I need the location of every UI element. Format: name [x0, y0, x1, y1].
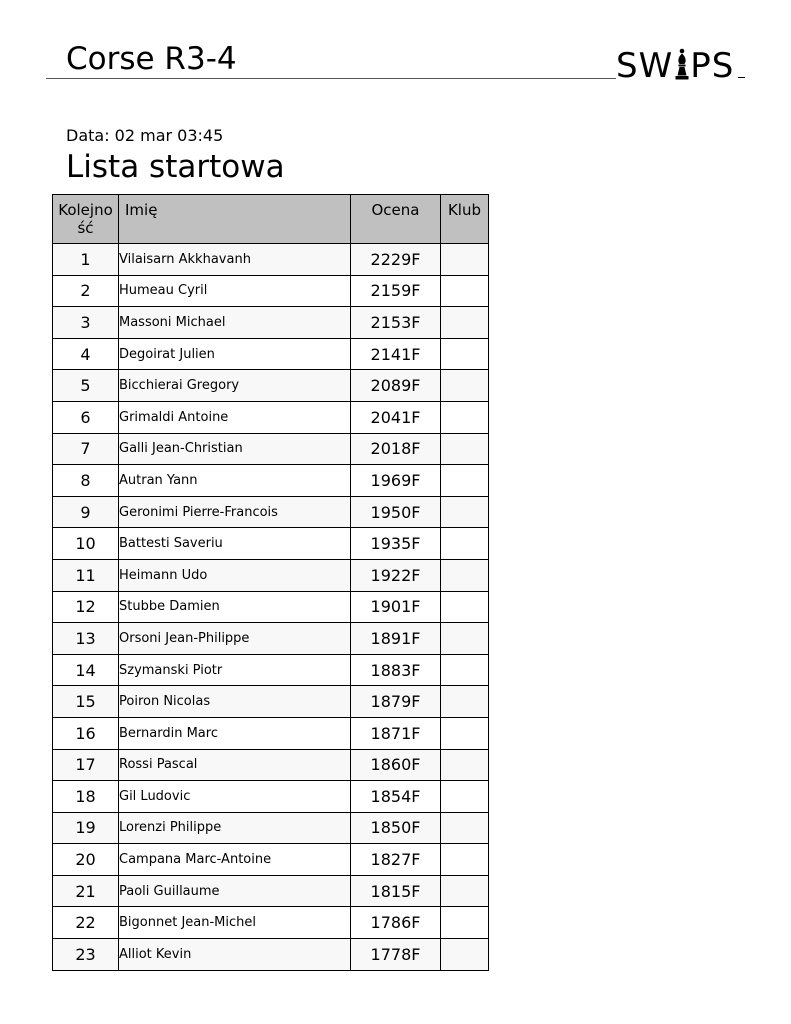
- column-header-order: Kolejność: [53, 195, 119, 244]
- logo-text-left: SW: [616, 46, 674, 86]
- table-row: [53, 844, 489, 876]
- player-rating: 1854F: [351, 781, 441, 813]
- table-row: [53, 939, 489, 971]
- row-number: 19: [53, 812, 119, 844]
- row-number: 5: [53, 370, 119, 402]
- player-rating: 1860F: [351, 749, 441, 781]
- player-club: [441, 275, 489, 307]
- player-club: [441, 465, 489, 497]
- player-name: Gil Ludovic: [119, 781, 351, 813]
- player-club: [441, 654, 489, 686]
- table-row: [53, 623, 489, 655]
- player-name: Heimann Udo: [119, 559, 351, 591]
- player-rating: 2159F: [351, 275, 441, 307]
- player-name: Campana Marc-Antoine: [119, 844, 351, 876]
- table-row: [53, 275, 489, 307]
- table-row: [53, 465, 489, 497]
- table-row: [53, 370, 489, 402]
- swips-logo: [616, 46, 746, 86]
- bishop-icon: [674, 48, 690, 80]
- player-rating: 1922F: [351, 559, 441, 591]
- player-rating: 2141F: [351, 338, 441, 370]
- player-club: [441, 781, 489, 813]
- player-name: Bernardin Marc: [119, 717, 351, 749]
- table-body: [53, 244, 489, 971]
- table-row: [53, 433, 489, 465]
- section-heading: Lista startowa: [66, 149, 285, 185]
- table-row: [53, 338, 489, 370]
- row-number: 20: [53, 844, 119, 876]
- player-name: Bicchierai Gregory: [119, 370, 351, 402]
- player-name: Degoirat Julien: [119, 338, 351, 370]
- player-name: Orsoni Jean-Philippe: [119, 623, 351, 655]
- table-row: [53, 307, 489, 339]
- player-name: Grimaldi Antoine: [119, 401, 351, 433]
- row-number: 13: [53, 623, 119, 655]
- player-club: [441, 623, 489, 655]
- player-club: [441, 559, 489, 591]
- row-number: 15: [53, 686, 119, 718]
- table-row: [53, 401, 489, 433]
- table-row: [53, 496, 489, 528]
- player-club: [441, 528, 489, 560]
- row-number: 16: [53, 717, 119, 749]
- row-number: 4: [53, 338, 119, 370]
- table-row: [53, 875, 489, 907]
- table-row: [53, 812, 489, 844]
- table-row: [53, 907, 489, 939]
- player-rating: 2229F: [351, 244, 441, 276]
- row-number: 6: [53, 401, 119, 433]
- player-club: [441, 875, 489, 907]
- player-rating: 1850F: [351, 812, 441, 844]
- player-name: Humeau Cyril: [119, 275, 351, 307]
- player-rating: 2041F: [351, 401, 441, 433]
- player-rating: 1827F: [351, 844, 441, 876]
- table-row: [53, 686, 489, 718]
- logo-underscore: [738, 77, 745, 78]
- player-rating: 1871F: [351, 717, 441, 749]
- player-club: [441, 433, 489, 465]
- table-row: [53, 528, 489, 560]
- table-row: [53, 749, 489, 781]
- row-number: 3: [53, 307, 119, 339]
- player-club: [441, 686, 489, 718]
- row-number: 17: [53, 749, 119, 781]
- player-name: Massoni Michael: [119, 307, 351, 339]
- row-number: 23: [53, 939, 119, 971]
- player-club: [441, 370, 489, 402]
- date-line: Data: 02 mar 03:45: [66, 126, 224, 145]
- player-name: Battesti Saveriu: [119, 528, 351, 560]
- player-rating: 1935F: [351, 528, 441, 560]
- row-number: 2: [53, 275, 119, 307]
- player-name: Alliot Kevin: [119, 939, 351, 971]
- player-name: Lorenzi Philippe: [119, 812, 351, 844]
- player-rating: 1815F: [351, 875, 441, 907]
- player-name: Galli Jean-Christian: [119, 433, 351, 465]
- player-name: Vilaisarn Akkhavanh: [119, 244, 351, 276]
- player-club: [441, 591, 489, 623]
- player-rating: 1901F: [351, 591, 441, 623]
- table-row: [53, 717, 489, 749]
- player-rating: 2018F: [351, 433, 441, 465]
- table-row: [53, 781, 489, 813]
- player-club: [441, 244, 489, 276]
- table-row: [53, 244, 489, 276]
- player-name: Geronimi Pierre-Francois: [119, 496, 351, 528]
- table-row: [53, 654, 489, 686]
- player-rating: 1891F: [351, 623, 441, 655]
- table-row: [53, 591, 489, 623]
- row-number: 14: [53, 654, 119, 686]
- player-club: [441, 338, 489, 370]
- header-divider: [46, 78, 616, 79]
- start-list-table: [52, 194, 489, 971]
- player-name: Rossi Pascal: [119, 749, 351, 781]
- player-club: [441, 812, 489, 844]
- player-rating: 2153F: [351, 307, 441, 339]
- player-club: [441, 749, 489, 781]
- row-number: 10: [53, 528, 119, 560]
- player-rating: 2089F: [351, 370, 441, 402]
- page-title: Corse R3-4: [66, 41, 237, 77]
- player-name: Szymanski Piotr: [119, 654, 351, 686]
- player-club: [441, 844, 489, 876]
- row-number: 18: [53, 781, 119, 813]
- row-number: 22: [53, 907, 119, 939]
- row-number: 12: [53, 591, 119, 623]
- column-header-rating: Ocena: [351, 195, 441, 244]
- player-name: Bigonnet Jean-Michel: [119, 907, 351, 939]
- player-rating: 1786F: [351, 907, 441, 939]
- logo-text-right: PS: [690, 46, 735, 86]
- player-name: Poiron Nicolas: [119, 686, 351, 718]
- player-rating: 1969F: [351, 465, 441, 497]
- player-club: [441, 307, 489, 339]
- player-club: [441, 401, 489, 433]
- table-row: [53, 559, 489, 591]
- player-club: [441, 717, 489, 749]
- player-rating: 1883F: [351, 654, 441, 686]
- player-club: [441, 907, 489, 939]
- row-number: 21: [53, 875, 119, 907]
- row-number: 8: [53, 465, 119, 497]
- player-name: Stubbe Damien: [119, 591, 351, 623]
- row-number: 9: [53, 496, 119, 528]
- player-rating: 1879F: [351, 686, 441, 718]
- player-club: [441, 496, 489, 528]
- player-name: Autran Yann: [119, 465, 351, 497]
- row-number: 7: [53, 433, 119, 465]
- player-club: [441, 939, 489, 971]
- player-rating: 1778F: [351, 939, 441, 971]
- player-rating: 1950F: [351, 496, 441, 528]
- table-header-row: [53, 195, 489, 244]
- row-number: 1: [53, 244, 119, 276]
- row-number: 11: [53, 559, 119, 591]
- player-name: Paoli Guillaume: [119, 875, 351, 907]
- column-header-club: Klub: [441, 195, 489, 244]
- column-header-name: Imię: [119, 195, 351, 244]
